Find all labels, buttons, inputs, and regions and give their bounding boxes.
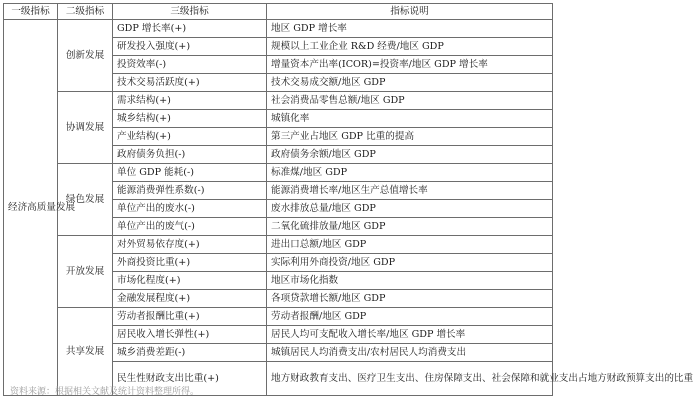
indicator-cell: 政府债务负担(-) (113, 146, 267, 164)
indicator-cell: 单位产出的废气(-) (113, 218, 267, 236)
level2-cell: 绿色发展 (58, 164, 113, 236)
table-row (4, 308, 553, 326)
indicator-cell: 劳动者报酬比重(+) (113, 308, 267, 326)
indicator-cell: 技术交易活跃度(+) (113, 74, 267, 92)
description-cell: 技术交易成交额/地区 GDP (267, 74, 553, 92)
indicator-cell: GDP 增长率(+) (113, 20, 267, 38)
indicator-cell: 单位 GDP 能耗(-) (113, 164, 267, 182)
description-cell: 二氧化硫排放量/地区 GDP (267, 218, 553, 236)
header-level2: 二级指标 (58, 4, 113, 20)
indicator-cell: 研发投入强度(+) (113, 38, 267, 56)
table-row (4, 20, 553, 38)
description-cell: 政府债务余额/地区 GDP (267, 146, 553, 164)
indicator-cell: 民生性财政支出比重(+) (113, 362, 267, 396)
indicator-cell: 投资效率(-) (113, 56, 267, 74)
description-cell: 实际利用外商投资/地区 GDP (267, 254, 553, 272)
description-cell: 社会消费品零售总额/地区 GDP (267, 92, 553, 110)
table-body (4, 20, 693, 396)
indicator-table (3, 3, 693, 396)
indicator-cell: 外商投资比重(+) (113, 254, 267, 272)
level2-cell: 开放发展 (58, 236, 113, 308)
description-cell: 标准煤/地区 GDP (267, 164, 553, 182)
level2-cell: 共享发展 (58, 308, 113, 396)
description-cell: 进出口总额/地区 GDP (267, 236, 553, 254)
indicator-cell: 城乡结构(+) (113, 110, 267, 128)
description-cell: 第三产业占地区 GDP 比重的提高 (267, 128, 553, 146)
indicator-cell: 产业结构(+) (113, 128, 267, 146)
table-row (4, 164, 553, 182)
indicator-cell: 对外贸易依存度(+) (113, 236, 267, 254)
description-cell: 增量资本产出率(ICOR)=投资率/地区 GDP 增长率 (267, 56, 553, 74)
description-cell: 劳动者报酬/地区 GDP (267, 308, 553, 326)
indicator-cell: 需求结构(+) (113, 92, 267, 110)
table-row (4, 92, 553, 110)
table-header (4, 4, 553, 20)
indicator-cell: 金融发展程度(+) (113, 290, 267, 308)
indicator-cell: 能源消费弹性系数(-) (113, 182, 267, 200)
description-cell: 地区市场化指数 (267, 272, 553, 290)
header-description: 指标说明 (267, 4, 553, 20)
level1-cell: 经济高质量发展 (4, 20, 58, 396)
level2-cell: 协调发展 (58, 92, 113, 164)
table-row (4, 236, 553, 254)
header-level3: 三级指标 (113, 4, 267, 20)
description-cell: 废水排放总量/地区 GDP (267, 200, 553, 218)
indicator-cell: 城乡消费差距(-) (113, 344, 267, 362)
header-level1: 一级指标 (4, 4, 58, 20)
indicator-table-sheet (3, 3, 693, 384)
description-cell: 各项贷款增长额/地区 GDP (267, 290, 553, 308)
description-cell: 城镇居民人均消费支出/农村居民人均消费支出 (267, 344, 553, 362)
table-footnote: 资料来源：根据相关文献及统计资料整理所得。 (10, 387, 200, 397)
description-cell: 城镇化率 (267, 110, 553, 128)
description-cell: 规模以上工业企业 R&D 经费/地区 GDP (267, 38, 553, 56)
description-cell: 居民人均可支配收入增长率/地区 GDP 增长率 (267, 326, 553, 344)
header-row (4, 4, 553, 20)
description-cell: 能源消费增长率/地区生产总值增长率 (267, 182, 553, 200)
description-cell: 地区 GDP 增长率 (267, 20, 553, 38)
indicator-cell: 单位产出的废水(-) (113, 200, 267, 218)
indicator-cell: 居民收入增长弹性(+) (113, 326, 267, 344)
level2-cell: 创新发展 (58, 20, 113, 92)
indicator-cell: 市场化程度(+) (113, 272, 267, 290)
description-cell: 地方财政教育支出、医疗卫生支出、住房保障支出、社会保障和就业支出占地方财政预算支出的比重 (267, 362, 553, 396)
